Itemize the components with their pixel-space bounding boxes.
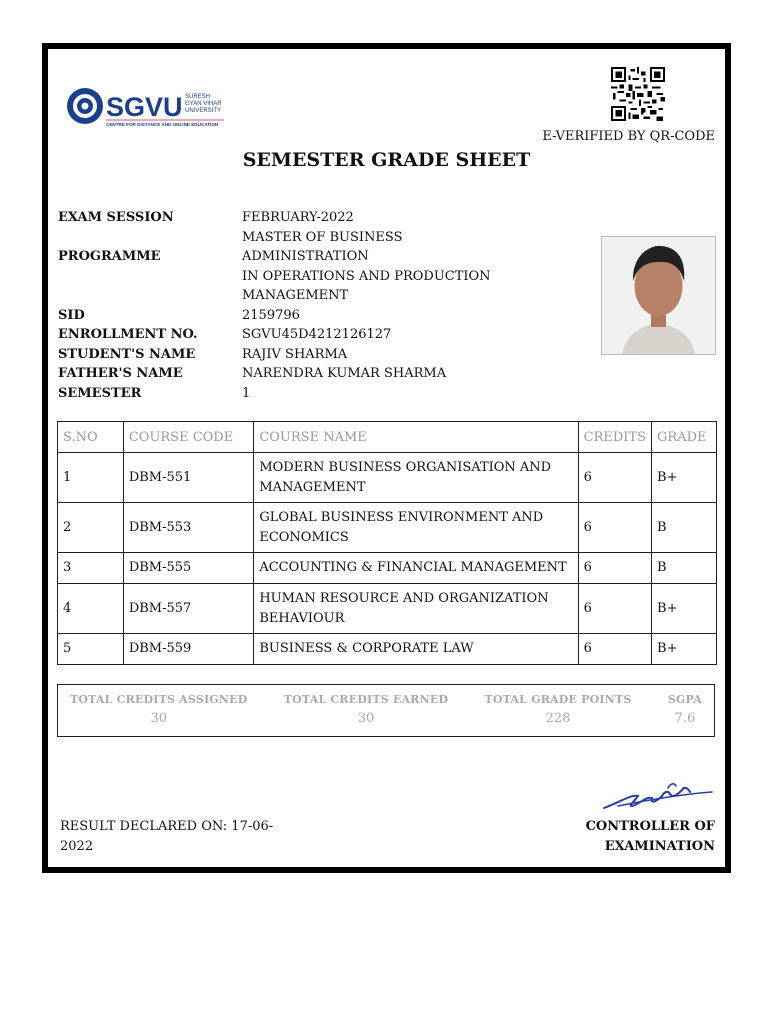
grade-sheet — [42, 43, 731, 873]
table-row — [58, 503, 717, 553]
info-value: 2159796 — [242, 307, 300, 323]
sgvu-emblem-icon — [67, 88, 103, 124]
info-value: SGVU45D4212126127 — [242, 327, 392, 342]
info-value — [242, 228, 528, 306]
logo-line-2: GYAN VIHAR — [185, 101, 222, 107]
sgvu-logo — [64, 83, 234, 133]
cell-course-code: DBM-557 — [123, 584, 254, 634]
signature — [598, 766, 718, 816]
logo-line-1: SURESH — [185, 94, 211, 100]
qr-caption: E-VERIFIED BY QR-CODE — [542, 129, 715, 144]
info-value: RAJIV SHARMA — [242, 346, 348, 362]
info-label: PROGRAMME — [58, 249, 161, 264]
cell-sno: 2 — [58, 503, 124, 553]
student-photo — [601, 236, 716, 355]
cell-course-name: HUMAN RESOURCE AND ORGANIZATION BEHAVIOUR — [254, 584, 578, 634]
result-declared-line-1: RESULT DECLARED ON: 17-06- — [60, 819, 274, 834]
cell-sno: 5 — [58, 634, 124, 665]
controller-line-1: CONTROLLER OF — [585, 819, 715, 834]
cell-course-code: DBM-551 — [123, 453, 254, 503]
cell-grade: B — [652, 503, 717, 553]
summary-total-credits-assigned — [70, 685, 247, 736]
programme-line-3: MANAGEMENT — [242, 288, 349, 303]
cell-course-name: GLOBAL BUSINESS ENVIRONMENT AND ECONOMICS — [254, 503, 578, 553]
summary-value: 7.6 — [674, 711, 696, 726]
info-value: FEBRUARY-2022 — [242, 210, 354, 225]
summary-sgpa — [668, 685, 702, 736]
page-title: SEMESTER GRADE SHEET — [242, 149, 531, 171]
column-header-credits: CREDITS — [578, 422, 651, 453]
summary-label: TOTAL GRADE POINTS — [484, 693, 632, 706]
info-label: STUDENT'S NAME — [58, 346, 196, 362]
logo-line-3: UNIVERSITY — [185, 108, 222, 114]
info-row-student-name — [58, 345, 528, 365]
table-row — [58, 553, 717, 584]
table-header-row — [58, 422, 717, 453]
summary-box — [57, 684, 715, 737]
programme-line-1: MASTER OF BUSINESS ADMINISTRATION — [242, 229, 403, 264]
controller-of-examination — [555, 817, 715, 856]
info-label: SEMESTER — [58, 385, 142, 401]
cell-grade: B — [652, 553, 717, 584]
student-info — [58, 208, 528, 403]
column-header-sno: S.NO — [58, 422, 124, 453]
cell-grade: B+ — [652, 634, 717, 665]
cell-course-code: DBM-555 — [123, 553, 254, 584]
cell-credits: 6 — [578, 553, 651, 584]
cell-credits: 6 — [578, 503, 651, 553]
info-label: EXAM SESSION — [58, 210, 174, 225]
info-row-programme — [58, 228, 528, 306]
cell-credits: 6 — [578, 453, 651, 503]
summary-total-credits-earned — [284, 685, 448, 736]
info-row-exam-session — [58, 208, 528, 228]
info-row-sid — [58, 306, 528, 326]
logo-brand: SGVU — [106, 92, 183, 122]
cell-course-name: ACCOUNTING & FINANCIAL MANAGEMENT — [254, 553, 578, 584]
table-row — [58, 634, 717, 665]
cell-grade: B+ — [652, 453, 717, 503]
cell-grade: B+ — [652, 584, 717, 634]
summary-label: TOTAL CREDITS ASSIGNED — [70, 693, 248, 706]
summary-label: TOTAL CREDITS EARNED — [283, 693, 449, 706]
cell-credits: 6 — [578, 634, 651, 665]
info-label: FATHER'S NAME — [58, 366, 183, 381]
cell-course-code: DBM-553 — [123, 503, 254, 553]
summary-value: 30 — [150, 711, 168, 726]
cell-course-code: DBM-559 — [123, 634, 254, 665]
column-header-course-name: COURSE NAME — [254, 422, 578, 453]
summary-value: 228 — [545, 711, 571, 726]
cell-course-name: BUSINESS & CORPORATE LAW — [254, 634, 578, 665]
info-row-semester — [58, 384, 528, 404]
cell-sno: 1 — [58, 453, 124, 503]
info-value: NARENDRA KUMAR SHARMA — [242, 366, 447, 381]
table-row — [58, 584, 717, 634]
controller-line-2: EXAMINATION — [604, 838, 715, 854]
column-header-grade: GRADE — [652, 422, 717, 453]
cell-course-name: MODERN BUSINESS ORGANISATION AND MANAGEMENT — [254, 453, 578, 503]
summary-value: 30 — [357, 711, 375, 726]
summary-total-grade-points — [484, 685, 631, 736]
summary-label: SGPA — [667, 693, 702, 706]
qr-code-icon — [611, 67, 665, 121]
cell-sno: 4 — [58, 584, 124, 634]
info-label: SID — [58, 307, 85, 323]
info-row-enrollment — [58, 325, 528, 345]
cell-credits: 6 — [578, 584, 651, 634]
table-row — [58, 453, 717, 503]
logo-tagline: CENTRE FOR DISTANCE AND ONLINE EDUCATION — [106, 122, 219, 127]
cell-sno: 3 — [58, 553, 124, 584]
programme-line-2: IN OPERATIONS AND PRODUCTION — [242, 268, 491, 284]
grades-table — [57, 421, 717, 665]
column-header-course-code: COURSE CODE — [123, 422, 254, 453]
result-declared — [60, 817, 290, 856]
info-row-father-name — [58, 364, 528, 384]
info-value: 1 — [242, 385, 251, 401]
result-declared-line-2: 2022 — [60, 838, 94, 854]
info-label: ENROLLMENT NO. — [58, 327, 198, 342]
